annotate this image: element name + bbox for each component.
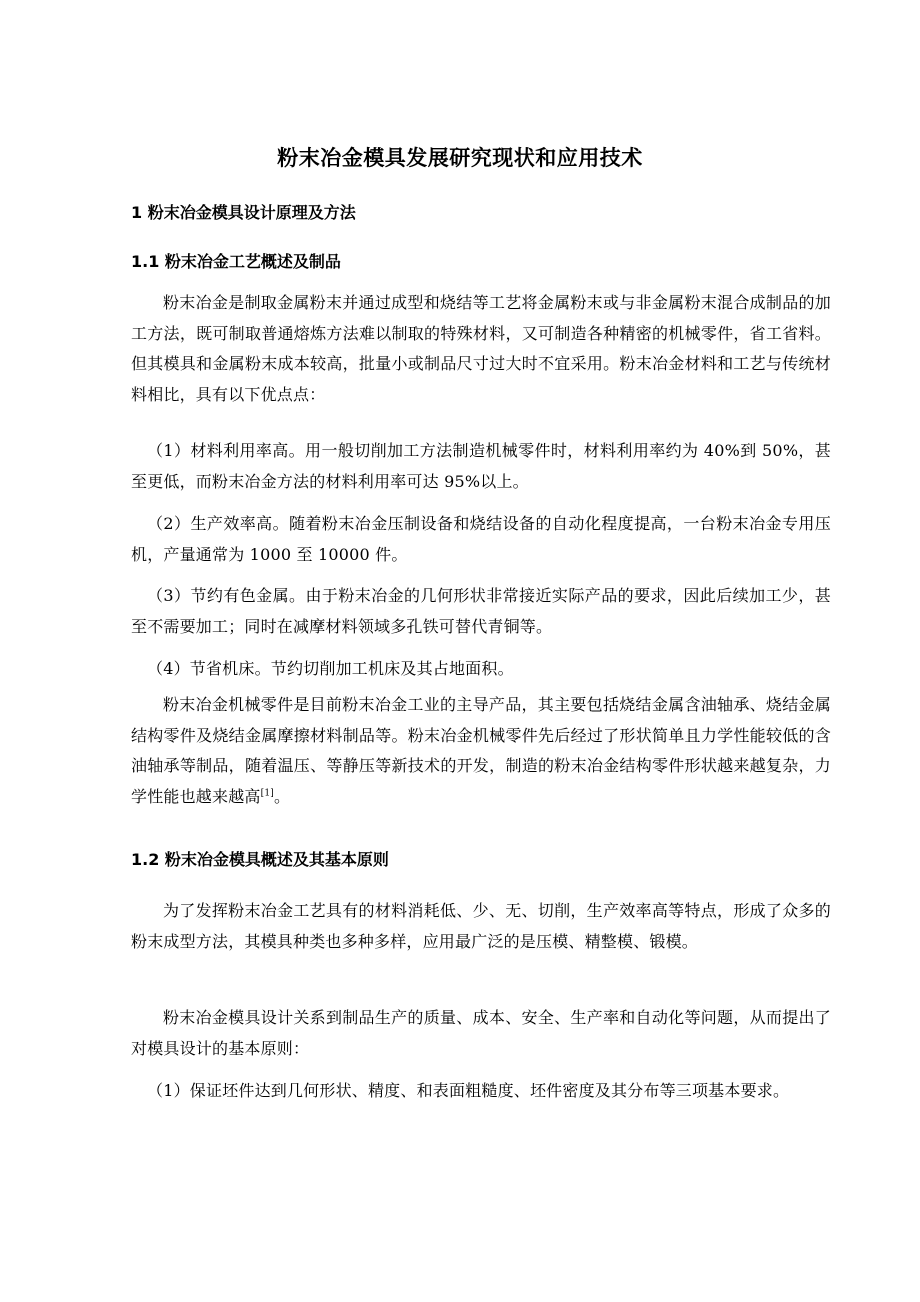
section-heading-1-2: 1.2 粉末冶金模具概述及其基本原则: [131, 850, 389, 869]
principle-item-1: （1）保证坯件达到几何形状、精度、和表面粗糙度、坯件密度及其分布等三项基本要求。: [147, 1081, 790, 1100]
summary-end: 。: [273, 786, 291, 806]
section-heading-1: 1 粉末冶金模具设计原理及方法: [131, 203, 356, 222]
list-item-4: （4）节省机床。节约切削加工机床及其占地面积。: [147, 659, 514, 678]
document-title: 粉末冶金模具发展研究现状和应用技术: [277, 146, 643, 170]
paragraph-summary: [131, 690, 831, 812]
paragraph-methods: 为了发挥粉末冶金工艺具有的材料消耗低、少、无、切削，生产效率高等特点，形成了众多的粉末成型方法，其模具种类也多种多样，应用最广泛的是压模、精整模、锻模。: [131, 901, 831, 951]
summary-text: 粉末冶金机械零件是目前粉末冶金工业的主导产品，其主要包括烧结金属含油轴承、烧结金属结构零件及烧结金属摩擦材料制品等。粉末冶金机械零件先后经过了形状简单且力学性能较低的含油轴承等制品，随着温压、等静压等新技术的开发，制造的粉末冶金结构零件形状越来越复杂，力学性能也越来越高: [131, 695, 831, 806]
section-heading-1-1: 1.1 粉末冶金工艺概述及制品: [131, 252, 341, 271]
paragraph-principles: 粉末冶金模具设计关系到制品生产的质量、成本、安全、生产率和自动化等问题，从而提出了对模具设计的基本原则：: [131, 1008, 831, 1058]
list-item-3: （3）节约有色金属。由于粉末冶金的几何形状非常接近实际产品的要求，因此后续加工少，甚至不需要加工；同时在减摩材料领域多孔铁可替代青铜等。: [131, 586, 831, 636]
list-item-2: （2）生产效率高。随着粉末冶金压制设备和烧结设备的自动化程度提高，一台粉末冶金专用压机，产量通常为 1000 至 10000 件。: [131, 514, 831, 564]
citation-reference: [1]: [260, 788, 274, 799]
list-item-1: （1）材料利用率高。用一般切削加工方法制造机械零件时，材料利用率约为 40%到 50%，甚至更低，而粉末冶金方法的材料利用率可达 95%以上。: [131, 441, 831, 491]
paragraph-intro: 粉末冶金是制取金属粉末并通过成型和烧结等工艺将金属粉末或与非金属粉末混合成制品的加工方法，既可制取普通熔炼方法难以制取的特殊材料，又可制造各种精密的机械零件，省工省料。但其模具和金属粉末成本较高，批量小或制品尺寸过大时不宜采用。粉末冶金材料和工艺与传统材料相比，具有以下优点点：: [131, 293, 831, 404]
